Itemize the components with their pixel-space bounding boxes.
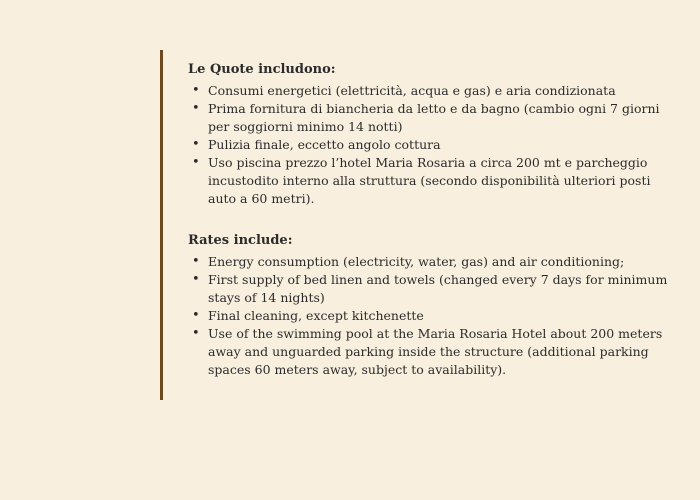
bullet-icon: • bbox=[192, 254, 200, 269]
list-item-text: Energy consumption (electricity, water, gas) and air conditioning; bbox=[208, 254, 625, 269]
english-section bbox=[188, 232, 678, 379]
bullet-icon: • bbox=[192, 137, 200, 152]
list-item bbox=[188, 154, 678, 208]
bullet-icon: • bbox=[192, 155, 200, 170]
bullet-icon: • bbox=[192, 326, 200, 341]
list-item bbox=[188, 325, 678, 379]
list-item bbox=[188, 136, 678, 154]
list-item bbox=[188, 253, 678, 271]
english-list bbox=[188, 253, 678, 379]
list-item bbox=[188, 82, 678, 100]
list-item bbox=[188, 271, 678, 307]
list-item bbox=[188, 100, 678, 136]
vertical-divider bbox=[160, 50, 163, 400]
list-item-text: First supply of bed linen and towels (changed every 7 days for minimum stays of 14 nights) bbox=[208, 272, 668, 305]
list-item-text: Uso piscina prezzo l’hotel Maria Rosaria a circa 200 mt e parcheggio incustodito interno alla struttura (secondo disponibilità ulteriori posti auto a 60 metri). bbox=[208, 155, 651, 206]
bullet-icon: • bbox=[192, 308, 200, 323]
list-item-text: Pulizia finale, eccetto angolo cottura bbox=[208, 137, 441, 152]
italian-section bbox=[188, 61, 678, 208]
list-item-text: Prima fornitura di biancheria da letto e da bagno (cambio ogni 7 giorni per soggiorni minimo 14 notti) bbox=[208, 101, 660, 134]
italian-heading: Le Quote includono: bbox=[188, 62, 336, 77]
bullet-icon: • bbox=[192, 101, 200, 116]
rates-content bbox=[188, 61, 678, 379]
bullet-icon: • bbox=[192, 272, 200, 287]
list-item-text: Final cleaning, except kitchenette bbox=[208, 308, 424, 323]
bullet-icon: • bbox=[192, 83, 200, 98]
english-heading: Rates include: bbox=[188, 233, 293, 248]
italian-list bbox=[188, 82, 678, 208]
list-item-text: Use of the swimming pool at the Maria Rosaria Hotel about 200 meters away and unguarded parking inside the structure (additional parking spaces 60 meters away, subject to availability). bbox=[208, 326, 663, 377]
list-item-text: Consumi energetici (elettricità, acqua e gas) e aria condizionata bbox=[208, 83, 616, 98]
list-item bbox=[188, 307, 678, 325]
